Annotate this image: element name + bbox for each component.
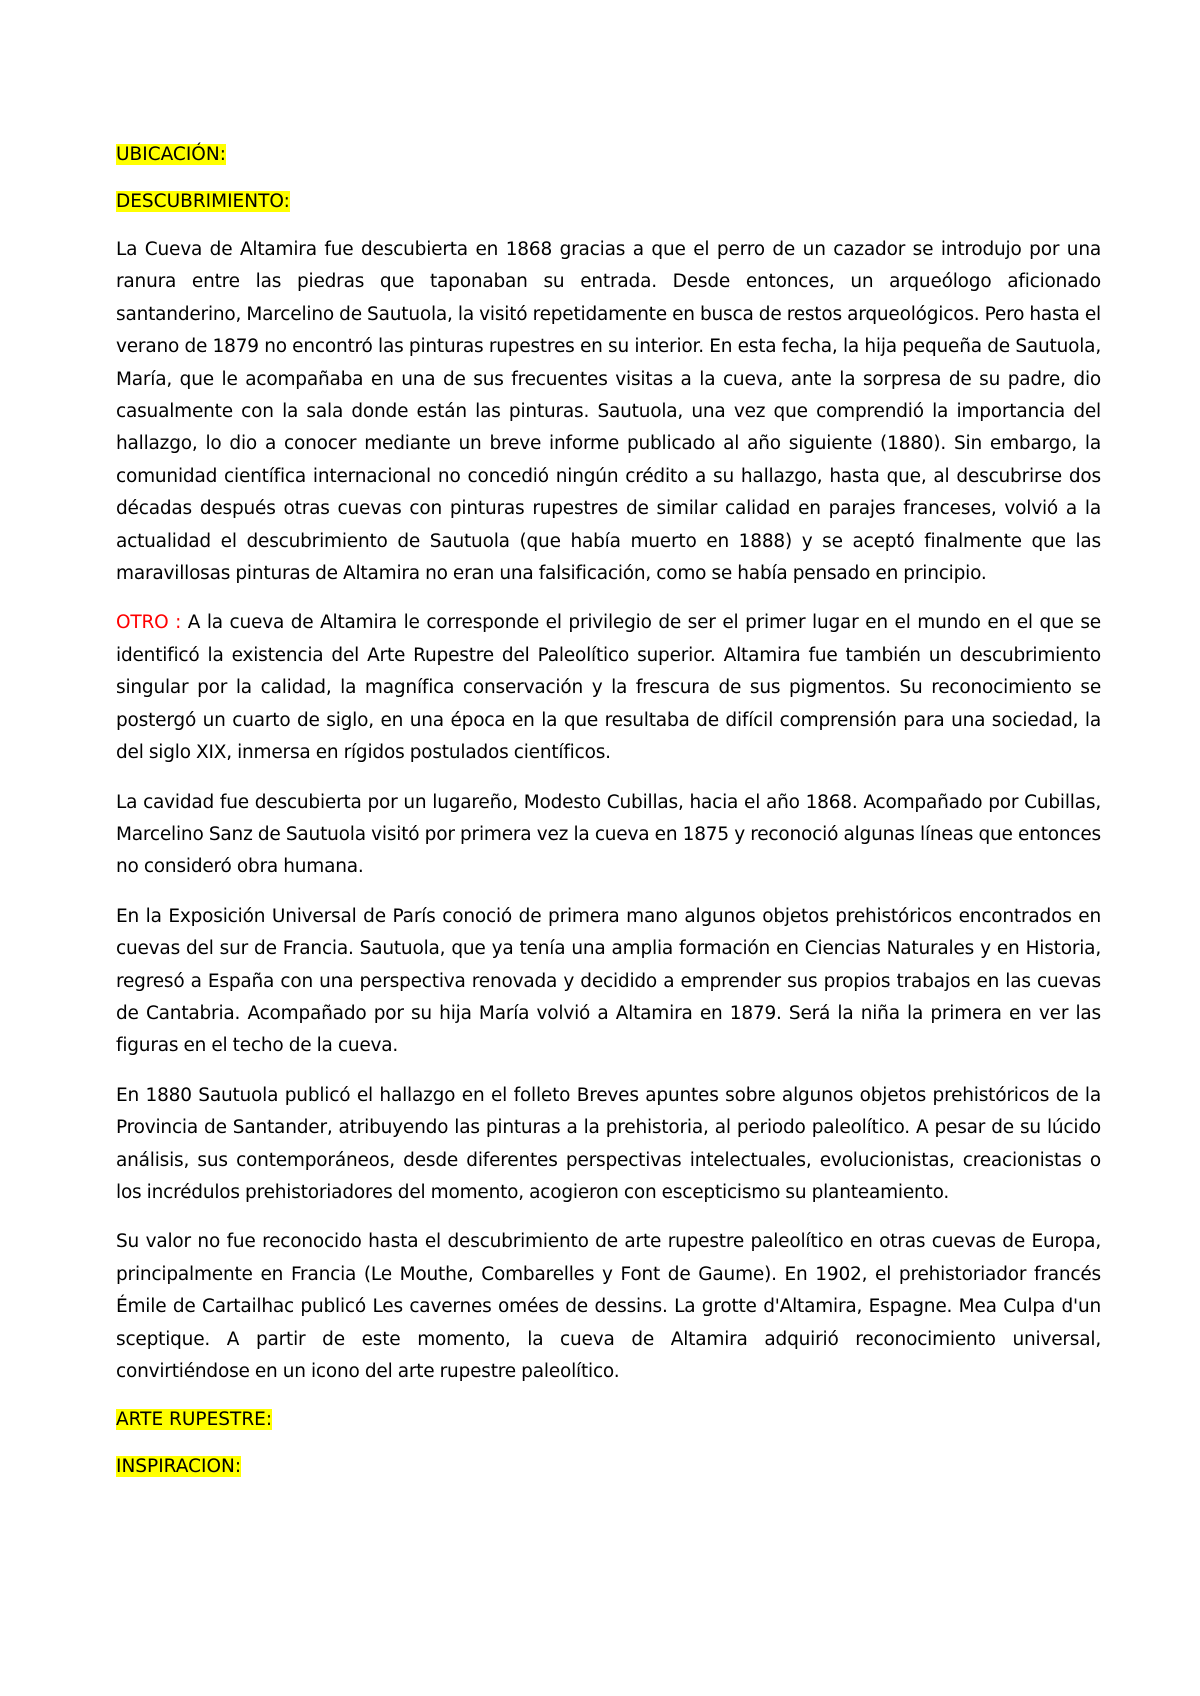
heading-descubrimiento — [116, 187, 1101, 217]
paragraph-discovery: La Cueva de Altamira fue descubierta en 1868 gracias a que el perro de un cazador se introdujo por una ranura entre las piedras que taponaban su entrada. Desde entonces, un arqueólogo aficionado santanderino, Marcelino de Sautuola, la visitó repetidamente en busca de restos arqueológicos. Pero hasta el verano de 1879 no encontró las pinturas rupestres en su interior. En esta fecha, la hija pequeña de Sautuola, María, que le acompañaba en una de sus frecuentes visitas a la cueva, ante la sorpresa de su padre, dio casualmente con la sala donde están las pinturas. Sautuola, una vez que comprendió la importancia del hallazgo, lo dio a conocer mediante un breve informe publicado al año siguiente (1880). Sin embargo, la comunidad científica internacional no concedió ningún crédito a su hallazgo, hasta que, al descubrirse dos décadas después otras cuevas con pinturas rupestres de similar calidad en parajes franceses, volvió a la actualidad el descubrimiento de Sautuola (que había muerto en 1888) y se aceptó finalmente que las maravillosas pinturas de Altamira no eran una falsificación, como se había pensado en principio. — [116, 239, 1101, 585]
paragraph-exposicion: En la Exposición Universal de París conoció de primera mano algunos objetos prehistóricos encontrados en cuevas del sur de Francia. Sautuola, que ya tenía una amplia formación en Ciencias Naturales y en Historia, regresó a España con una perspectiva renovada y decidido a emprender sus propios trabajos en las cuevas de Cantabria. Acompañado por su hija María volvió a Altamira en 1879. Será la niña la primera en ver las figuras en el techo de la cueva. — [116, 905, 1101, 1057]
paragraph-otro-text: A la cueva de Altamira le corresponde el privilegio de ser el primer lugar en el mundo en el que se identificó la existencia del Arte Rupestre del Paleolítico superior. Altamira fue también un descubrimiento singular por la calidad, la magnífica conservación y la frescura de sus pigmentos. Su reconocimiento se postergó un cuarto de siglo, en una época en la que resultaba de difícil comprensión para una sociedad, la del siglo XIX, inmersa en rígidos postulados científicos. — [116, 612, 1101, 764]
heading-inspiracion-text: INSPIRACION: — [116, 1456, 242, 1478]
paragraph-otro — [116, 607, 1101, 769]
heading-arte-rupestre-text: ARTE RUPESTRE: — [116, 1409, 273, 1431]
paragraph-cubillas: La cavidad fue descubierta por un lugareño, Modesto Cubillas, hacia el año 1868. Acompañado por Cubillas, Marcelino Sanz de Sautuola visitó por primera vez la cueva en 1875 y reconoció algunas líneas que entonces no consideró obra humana. — [116, 791, 1101, 878]
heading-arte-rupestre — [116, 1405, 1101, 1435]
heading-inspiracion — [116, 1452, 1101, 1482]
heading-descubrimiento-text: DESCUBRIMIENTO: — [116, 191, 290, 212]
document-page — [116, 140, 1101, 1499]
paragraph-reconocimiento: Su valor no fue reconocido hasta el descubrimiento de arte rupestre paleolítico en otras cuevas de Europa, principalmente en Francia (Le Mouthe, Combarelles y Font de Gaume). En 1902, el prehistoriador francés Émile de Cartailhac publicó Les cavernes omées de dessins. La grotte d'Altamira, Espagne. Mea Culpa d'un sceptique. A partir de este momento, la cueva de Altamira adquirió reconocimiento universal, convirtiéndose en un icono del arte rupestre paleolítico. — [116, 1231, 1101, 1382]
otro-label: OTRO : — [116, 612, 182, 634]
paragraph-1880: En 1880 Sautuola publicó el hallazgo en el folleto Breves apuntes sobre algunos objetos prehistóricos de la Provincia de Santander, atribuyendo las pinturas a la prehistoria, al periodo paleolítico. A pesar de su lúcido análisis, sus contemporáneos, desde diferentes perspectivas intelectuales, evolucionistas, creacionistas o los incrédulos prehistoriadores del momento, acogieron con escepticismo su planteamiento. — [116, 1084, 1101, 1203]
heading-ubicacion — [116, 140, 1101, 170]
heading-ubicacion-text: UBICACIÓN: — [116, 144, 226, 165]
